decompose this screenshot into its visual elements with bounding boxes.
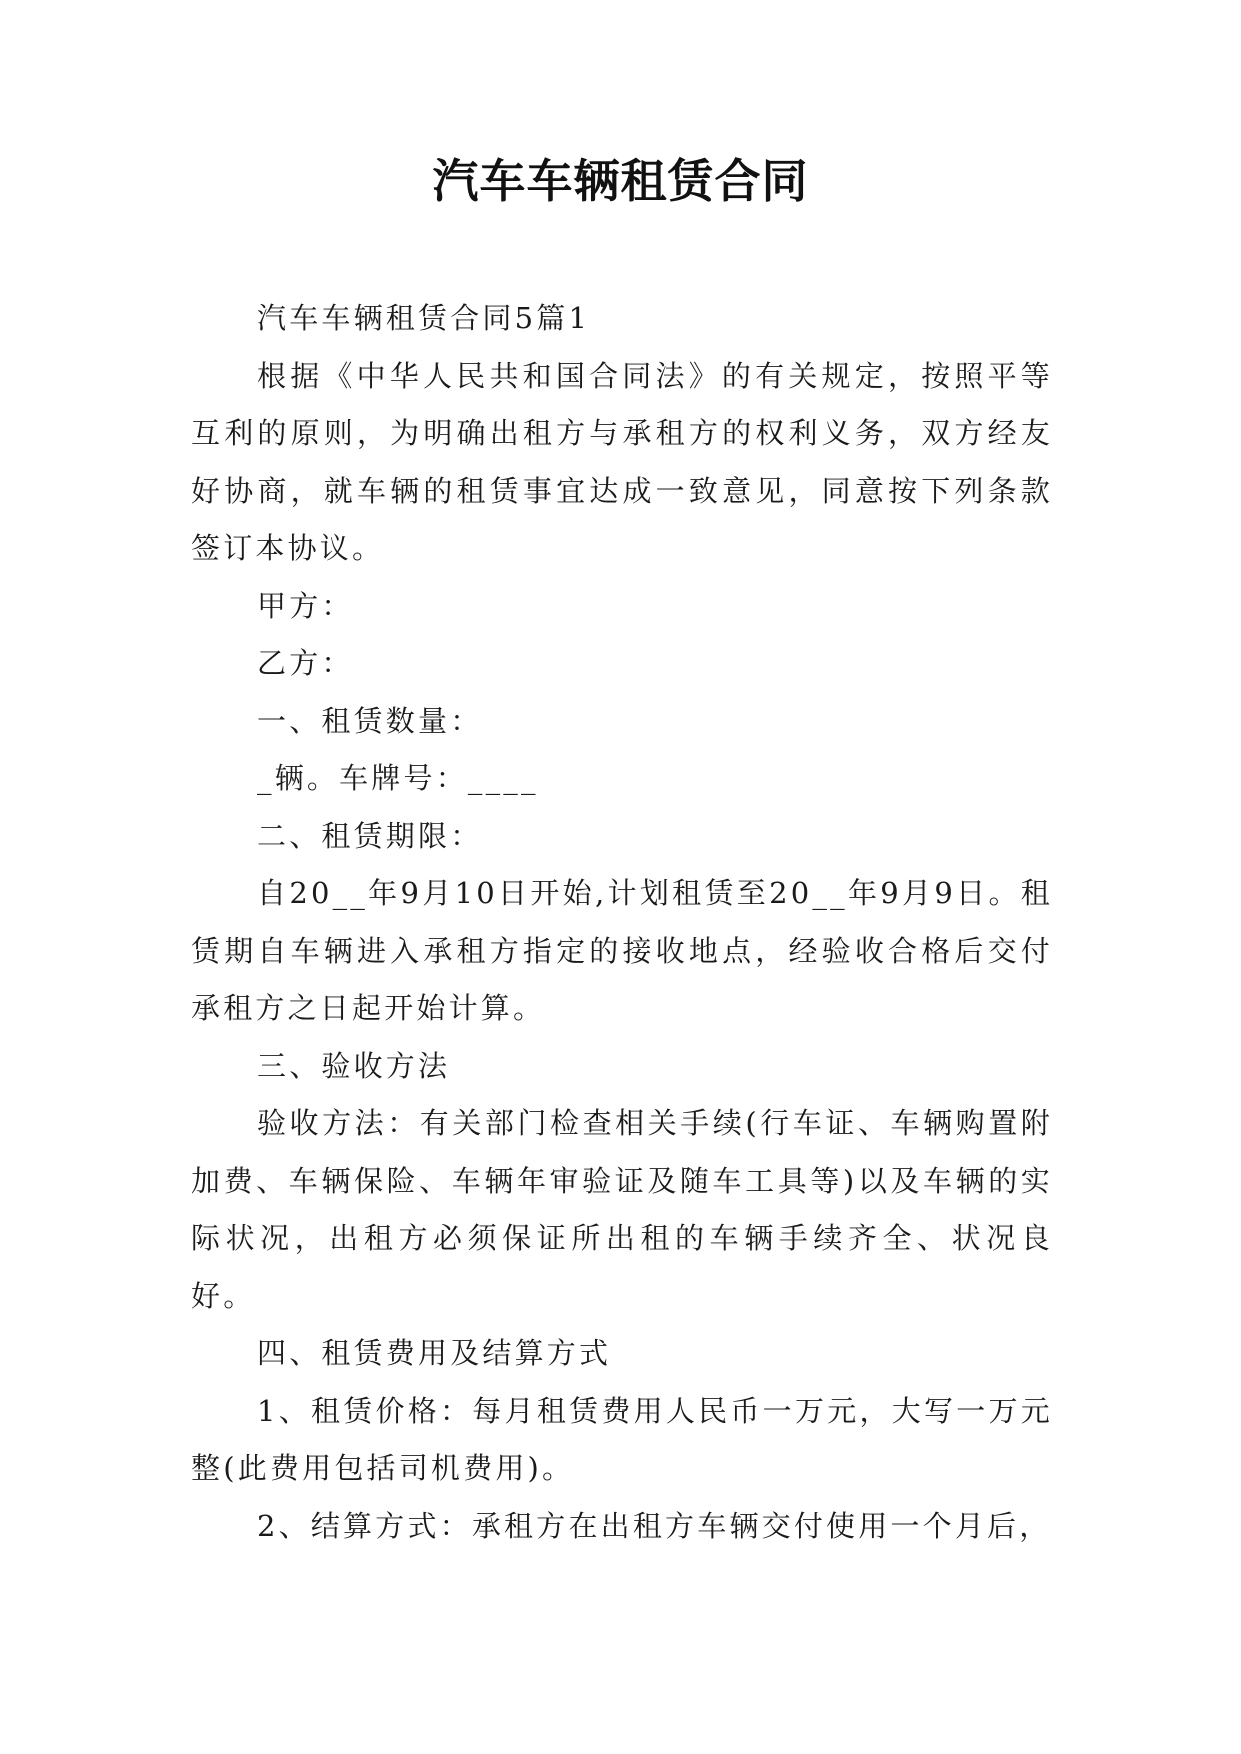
document-title: 汽车车辆租赁合同	[432, 154, 809, 208]
paragraph-subtitle: 汽车车辆租赁合同5篇1	[257, 301, 591, 335]
paragraph-settlement: 2、结算方式：承租方在出租方车辆交付使用一个月后，	[257, 1508, 1052, 1543]
paragraph-quantity: _辆。车牌号：____	[257, 761, 539, 795]
paragraph-preamble: 根据《中华人民共和国合同法》的有关规定，按照平等互利的原则，为明确出租方与承租方的权利义务，双方经友好协商，就车辆的租赁事宜达成一致意见，同意按下列条款签订本协议。	[191, 358, 1053, 565]
paragraph-term: 自20__年9月10日开始,计划租赁至20__年9月9日。租赁期自车辆进入承租方指定的接收地点，经验收合格后交付承租方之日起开始计算。	[191, 876, 1053, 1025]
paragraph-party-b: 乙方：	[257, 646, 354, 680]
paragraph-inspection: 验收方法：有关部门检查相关手续(行车证、车辆购置附加费、车辆保险、车辆年审验证及随车工具等)以及车辆的实际状况，出租方必须保证所出租的车辆手续齐全、状况良好。	[191, 1106, 1053, 1313]
section-heading-term: 二、租赁期限：	[257, 818, 483, 853]
paragraph-price: 1、租赁价格：每月租赁费用人民币一万元，大写一万元整(此费用包括司机费用)。	[191, 1393, 1053, 1485]
paragraph-party-a: 甲方：	[257, 588, 354, 623]
section-heading-quantity: 一、租赁数量：	[257, 703, 483, 738]
section-heading-fees: 四、租赁费用及结算方式	[257, 1336, 612, 1370]
section-heading-inspection: 三、验收方法	[257, 1048, 451, 1083]
document-body	[191, 290, 1053, 1555]
